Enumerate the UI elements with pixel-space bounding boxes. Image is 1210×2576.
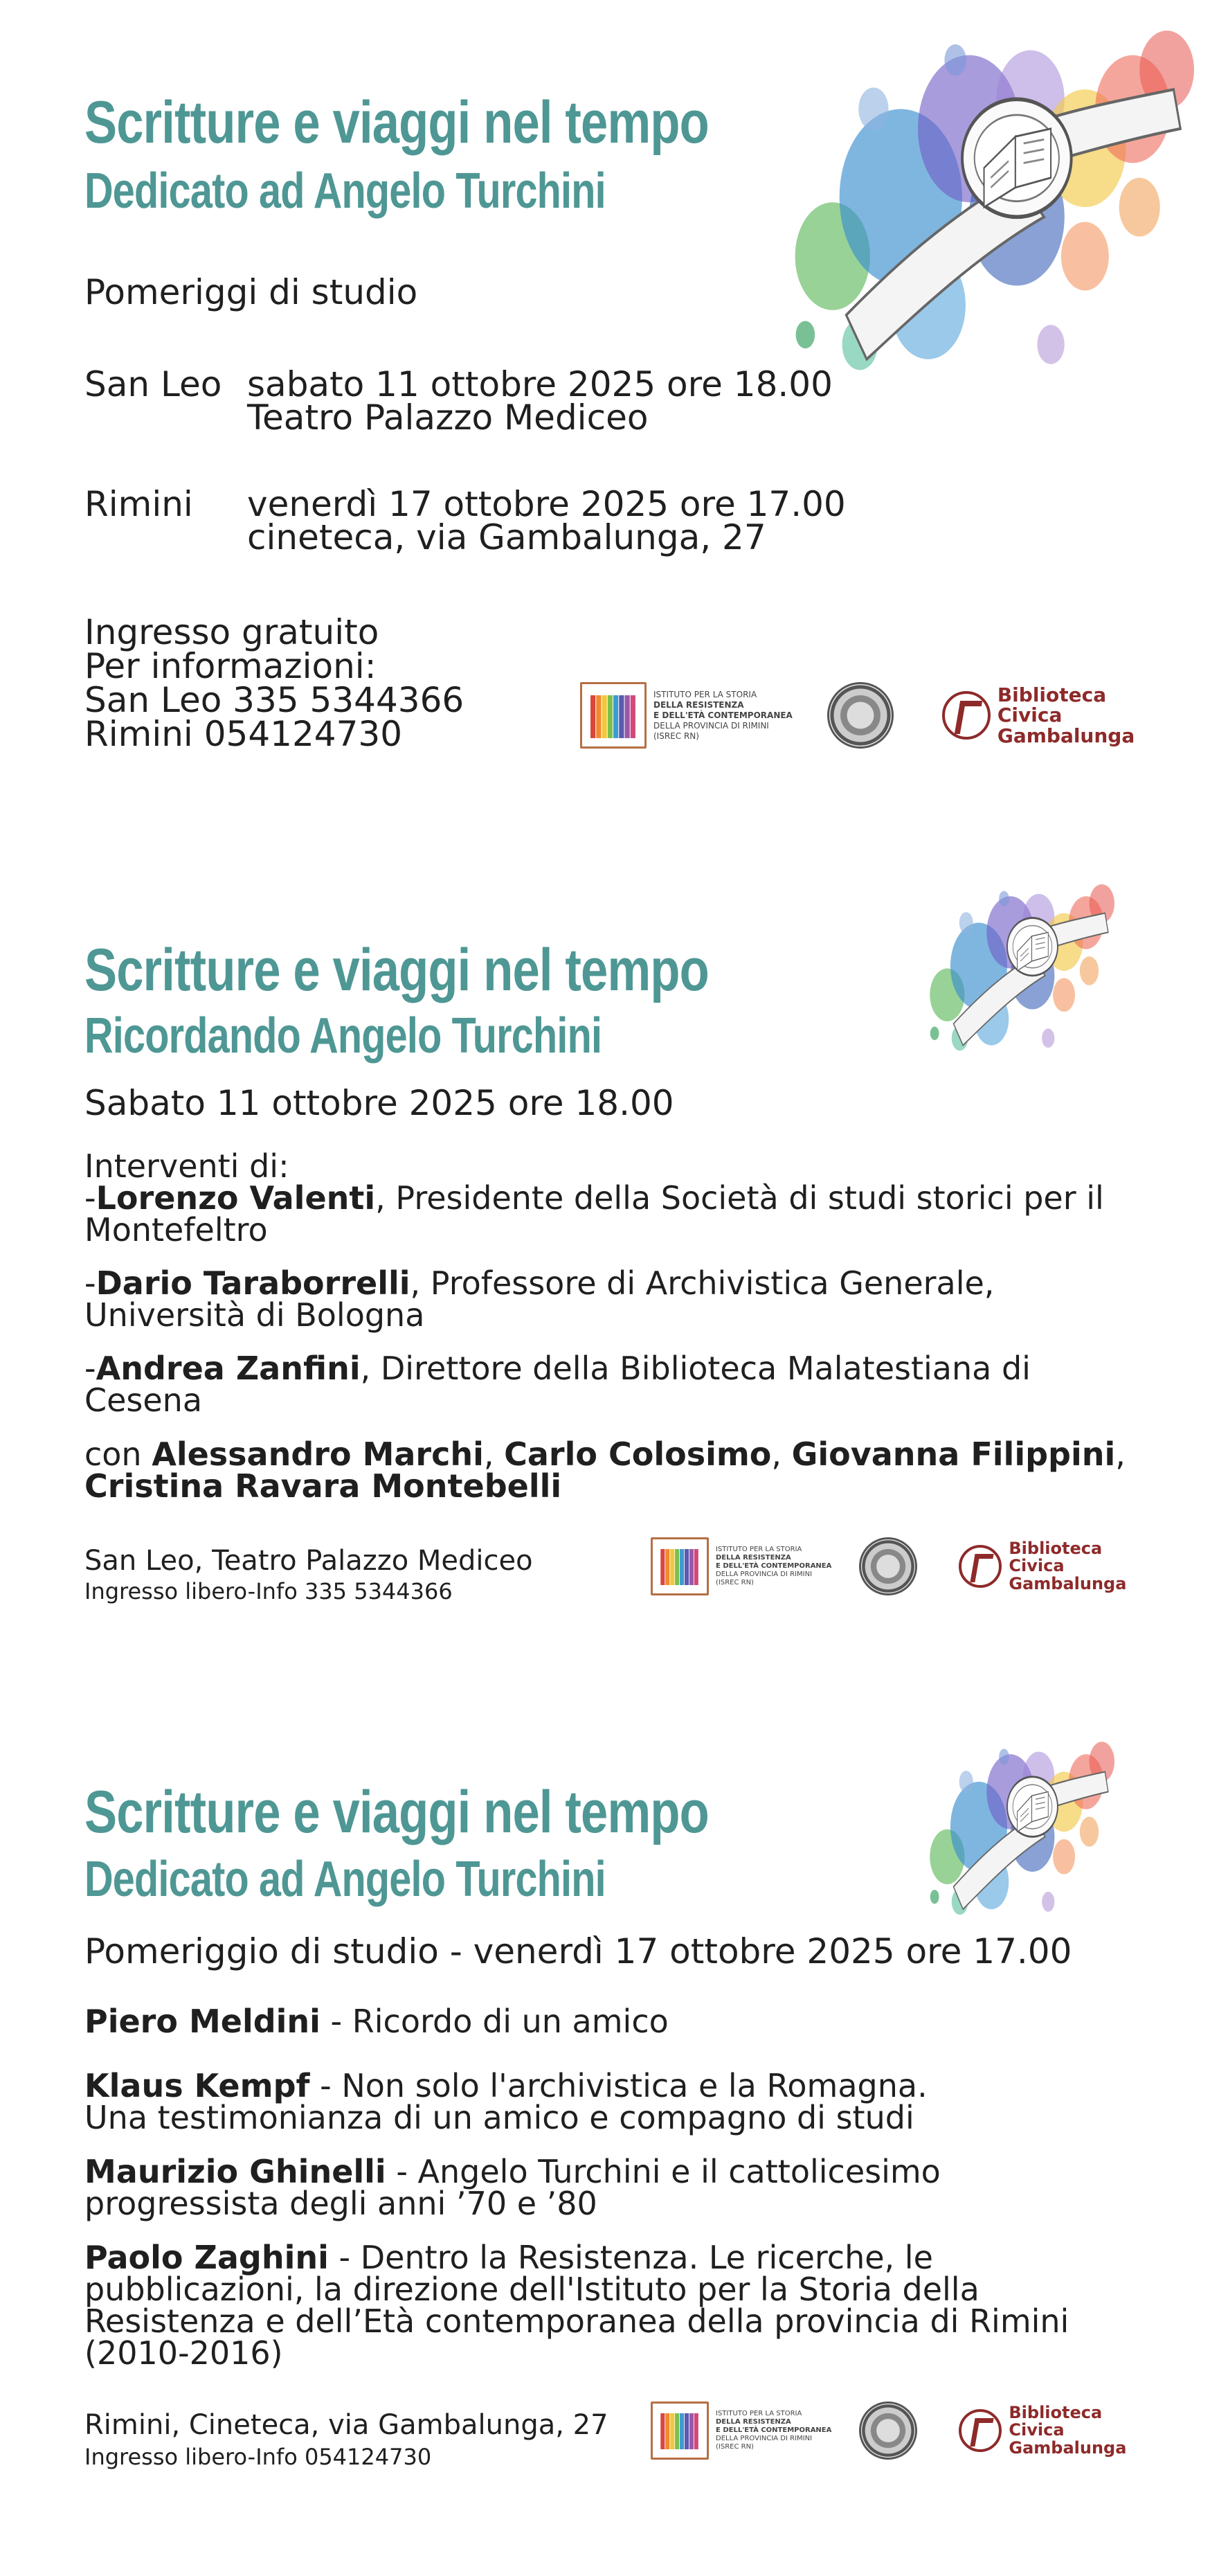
speaker-1: -Lorenzo Valenti, Presidente della Società di studi storici per il — [84, 1179, 1104, 1217]
talk-4-cont-3: (2010-2016) — [84, 2334, 283, 2372]
speaker-2: -Dario Taraborrelli, Professore di Archivistica Generale, — [84, 1264, 995, 1302]
speaker-3: -Andrea Zanfini, Direttore della Biblioteca Malatestiana di — [84, 1350, 1031, 1387]
poster1-info-3: San Leo 335 5344366 — [84, 680, 464, 720]
poster2-title: Scritture e viaggi nel tempo — [84, 937, 709, 1003]
poster1-info-2: Per informazioni: — [84, 646, 377, 686]
poster2-location: San Leo, Teatro Palazzo Mediceo — [84, 1545, 533, 1577]
speaker-1-role-cont: Montefeltro — [84, 1211, 268, 1249]
isrec-logo: ISTITUTO PER LA STORIA DELLA RESISTENZA E DELL'ETÀ CONTEMPORANEA DELLA PROVINCIA DI RIMINI (ISREC RN) — [651, 1537, 831, 1595]
isrec-logo: ISTITUTO PER LA STORIA DELLA RESISTENZA E DELL'ETÀ CONTEMPORANEA DELLA PROVINCIA DI RIMINI (ISREC RN) — [651, 2401, 831, 2460]
poster1-kind: Pomeriggi di studio — [84, 272, 418, 312]
poster2-con-line: con Alessandro Marchi, Carlo Colosimo, Giovanna Filippini, — [84, 1435, 1126, 1473]
poster1-info-1: Ingresso gratuito — [84, 612, 379, 652]
isrec-logo: ISTITUTO PER LA STORIA DELLA RESISTENZA E DELL'ETÀ CONTEMPORANEA DELLA PROVINCIA DI RIMINI (ISREC RN) — [580, 682, 793, 749]
talk-3-cont: progressista degli anni ’70 e ’80 — [84, 2185, 597, 2222]
seal-icon — [859, 1537, 917, 1595]
poster1-event1-place: Teatro Palazzo Mediceo — [247, 397, 649, 438]
speaker-3-role-cont: Cesena — [84, 1381, 203, 1419]
poster3-info: Ingresso libero-Info 054124730 — [84, 2444, 432, 2470]
talk-4: Paolo Zaghini - Dentro la Resistenza. Le ricerche, le — [84, 2239, 933, 2276]
talk-3: Maurizio Ghinelli - Angelo Turchini e il cattolicesimo — [84, 2153, 941, 2190]
poster1-logos — [580, 682, 1135, 749]
poster1-event2-date: venerdì 17 ottobre 2025 ore 17.00 — [247, 484, 846, 524]
talk-2: Klaus Kempf - Non solo l'archivistica e la Romagna. — [84, 2067, 928, 2104]
poster2-interventi-label: Interventi di: — [84, 1147, 289, 1185]
library-logo: Biblioteca Civica Gambalunga — [942, 685, 1135, 746]
poster2-date: Sabato 11 ottobre 2025 ore 18.00 — [84, 1083, 674, 1123]
poster3-location: Rimini, Cineteca, via Gambalunga, 27 — [84, 2409, 608, 2441]
library-icon — [942, 691, 991, 740]
library-logo: Biblioteca Civica Gambalunga — [959, 1540, 1126, 1593]
poster2-info: Ingresso libero-Info 335 5344366 — [84, 1578, 453, 1604]
library-icon — [959, 1545, 1002, 1588]
seal-icon — [859, 2401, 917, 2460]
watch-book-icon — [900, 879, 1114, 1053]
poster2-logos — [651, 1537, 1126, 1595]
poster1-subtitle: Dedicato ad Angelo Turchini — [84, 163, 606, 219]
poster2-subtitle: Ricordando Angelo Turchini — [84, 1008, 602, 1064]
poster3-logos — [651, 2401, 1126, 2460]
poster1-event2-city: Rimini — [84, 484, 193, 524]
watch-book-icon — [730, 21, 1194, 374]
poster3-title: Scritture e viaggi nel tempo — [84, 1779, 709, 1845]
poster3-date: Pomeriggio di studio - venerdì 17 ottobre 2025 ore 17.00 — [84, 1931, 1072, 1971]
talk-2-cont: Una testimonianza di un amico e compagno di studi — [84, 2099, 914, 2136]
library-icon — [959, 2409, 1002, 2452]
watch-book-icon — [900, 1737, 1114, 1917]
library-logo: Biblioteca Civica Gambalunga — [959, 2404, 1126, 2457]
poster1-title: Scritture e viaggi nel tempo — [84, 89, 709, 156]
seal-icon — [827, 682, 894, 749]
poster1-event1-city: San Leo — [84, 364, 222, 404]
poster1-event1-date: sabato 11 ottobre 2025 ore 18.00 — [247, 364, 833, 404]
talk-4-cont-2: Resistenza e dell’Età contemporanea della provincia di Rimini — [84, 2302, 1069, 2340]
talk-4-cont-1: pubblicazioni, la direzione dell'Istituto per la Storia della — [84, 2271, 979, 2308]
poster1-info-4: Rimini 054124730 — [84, 714, 403, 754]
speaker-2-role-cont: Università di Bologna — [84, 1296, 425, 1334]
talk-1: Piero Meldini - Ricordo di un amico — [84, 2003, 669, 2040]
poster2-con-line-2: Cristina Ravara Montebelli — [84, 1467, 562, 1505]
poster1-event2-place: cineteca, via Gambalunga, 27 — [247, 517, 766, 557]
poster3-subtitle: Dedicato ad Angelo Turchini — [84, 1852, 606, 1907]
